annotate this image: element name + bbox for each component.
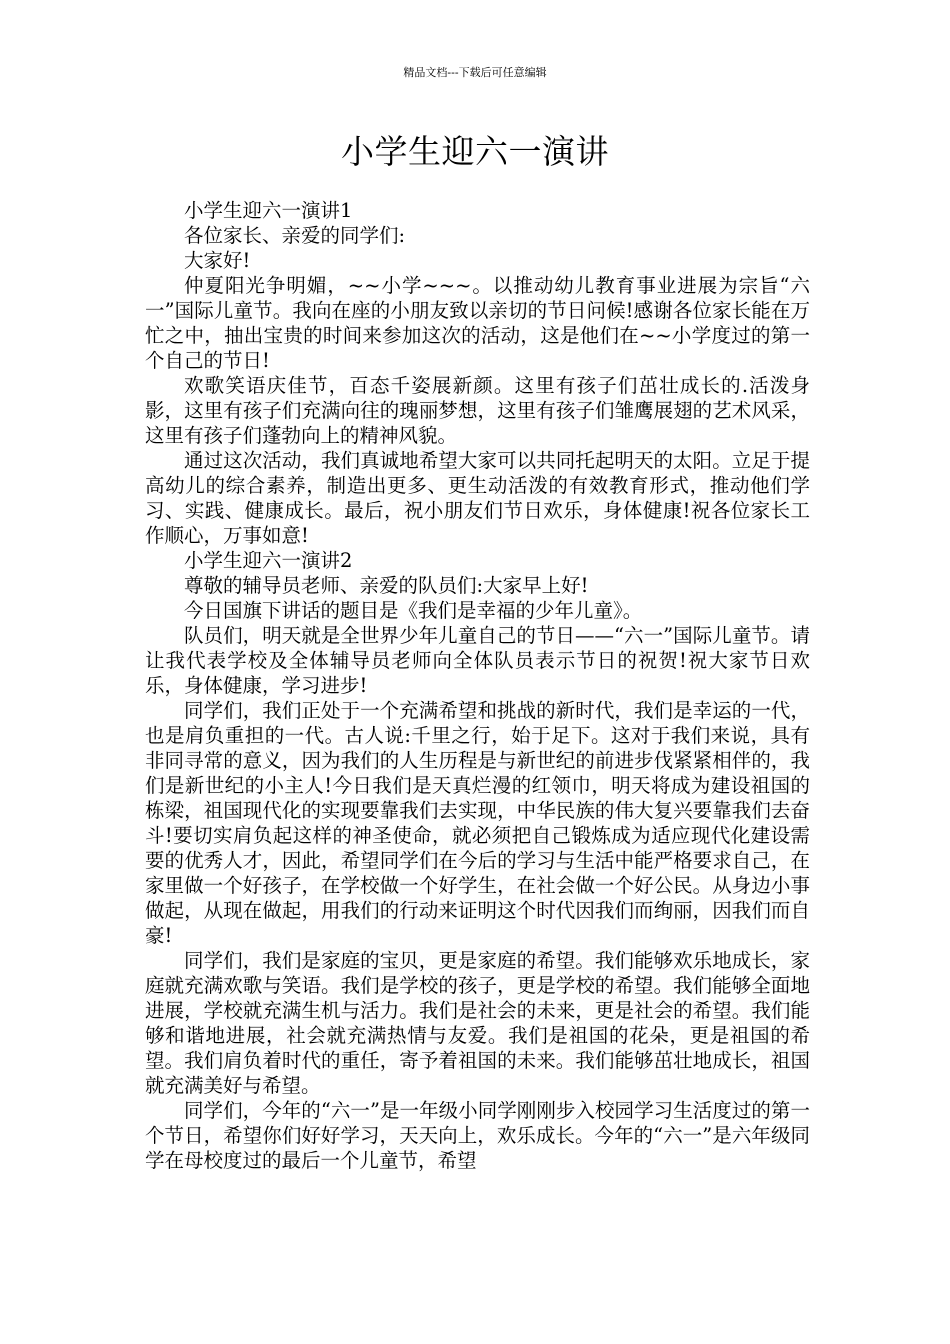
page-header-note: 精品文档---下载后可任意编辑 — [403, 66, 547, 79]
paragraph-salutation: 尊敬的辅导员老师、亲爱的队员们:大家早上好! — [184, 574, 589, 597]
paragraph: 仲夏阳光争明媚，~~小学~~~。以推动幼儿教育事业进展为宗旨“六一”国际儿童节。我向在座的小朋友致以亲切的节日问候!感谢各位家长能在万忙之中，抽出宝贵的时间来参加这次的活动，这是他们在~~小学度过的第一个自己的节日! — [145, 274, 810, 372]
paragraph: 欢歌笑语庆佳节，百态千姿展新颜。这里有孩子们茁壮成长的.活泼身影，这里有孩子们充满向往的瑰丽梦想，这里有孩子们雏鹰展翅的艺术风采，这里有孩子们蓬勃向上的精神风貌。 — [145, 374, 810, 447]
document-body — [145, 198, 810, 1173]
paragraph: 同学们，我们是家庭的宝贝，更是家庭的希望。我们能够欢乐地成长，家庭就充满欢歌与笑语。我们是学校的孩子，更是学校的希望。我们能够全面地进展，学校就充满生机与活力。我们是社会的未来，更是社会的希望。我们能够和谐地进展，社会就充满热情与友爱。我们是祖国的花朵，更是祖国的希望。我们肩负着时代的重任，寄予着祖国的未来。我们能够茁壮地成长，祖国就充满美好与希望。 — [145, 949, 810, 1097]
document-title: 小学生迎六一演讲 — [341, 132, 609, 171]
paragraph: 同学们，我们正处于一个充满希望和挑战的新时代，我们是幸运的一代，也是肩负重担的一代。古人说:千里之行，始于足下。这对于我们来说，具有非同寻常的意义，因为我们的人生历程是与新世纪的前进步伐紧紧相伴的，我们是新世纪的小主人!今日我们是天真烂漫的红领巾，明天将成为建设祖国的栋梁，祖国现代化的实现要靠我们去实现，中华民族的伟大复兴要靠我们去奋斗!要切实肩负起这样的神圣使命，就必须把自己锻炼成为适应现代化建设需要的优秀人才，因此，希望同学们在今后的学习与生活中能严格要求自己，在家里做一个好孩子，在学校做一个好学生，在社会做一个好公民。从身边小事做起，从现在做起，用我们的行动来证明这个时代因我们而绚丽，因我们而自豪! — [145, 699, 810, 947]
paragraph-greeting: 大家好! — [184, 249, 251, 272]
paragraph: 队员们，明天就是全世界少年儿童自己的节日——“六一”国际儿童节。请让我代表学校及全体辅导员老师向全体队员表示节日的祝贺!祝大家节日欢乐，身体健康，学习进步! — [145, 624, 810, 697]
paragraph-speech-1-heading: 小学生迎六一演讲1 — [184, 199, 353, 222]
paragraph: 同学们，今年的“六一”是一年级小同学刚刚步入校园学习生活度过的第一个节日，希望你们好好学习，天天向上，欢乐成长。今年的“六一”是六年级同学在母校度过的最后一个儿童节，希望 — [145, 1099, 810, 1172]
paragraph-speech-2-heading: 小学生迎六一演讲2 — [184, 549, 353, 572]
paragraph: 通过这次活动，我们真诚地希望大家可以共同托起明天的太阳。立足于提高幼儿的综合素养，制造出更多、更生动活泼的有效教育形式，推动他们学习、实践、健康成长。最后，祝小朋友们节日欢乐，身体健康!祝各位家长工作顺心，万事如意! — [145, 449, 810, 547]
paragraph: 今日国旗下讲话的题目是《我们是幸福的少年儿童》。 — [184, 599, 643, 622]
paragraph-salutation: 各位家长、亲爱的同学们: — [184, 224, 406, 247]
